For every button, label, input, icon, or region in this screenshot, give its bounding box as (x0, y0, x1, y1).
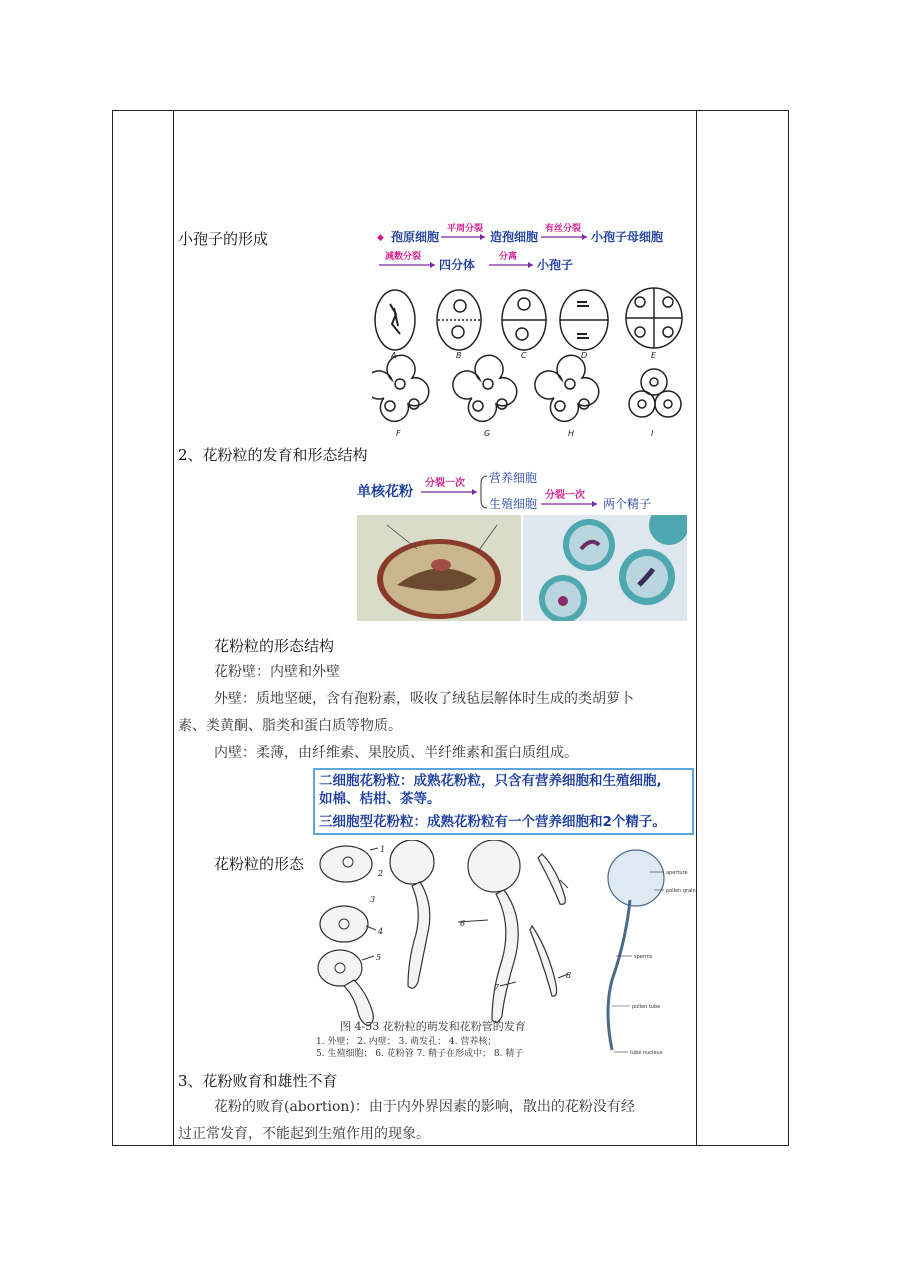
box-line: 如棉、桔柑、茶等。 (319, 791, 441, 807)
form-title: 花粉粒的形态 (214, 855, 305, 873)
figure-label: C (521, 351, 527, 360)
figure-number: 6 (460, 919, 466, 928)
figure-label: I (651, 429, 654, 438)
structure-title: 花粉粒的形态结构 (214, 637, 335, 655)
wall-text: 花粉壁：内壁和外壁 (214, 664, 340, 680)
flow-arrow-label: 分离 (499, 252, 518, 262)
figure-number: 1 (380, 845, 386, 854)
sterility-section-title: 3、花粉败育和雄性不育 (178, 1072, 338, 1090)
figure-label: G (484, 429, 491, 438)
diagram-label: pollen tube (632, 1004, 661, 1010)
diagram-label: sperms (634, 954, 653, 960)
pollen-section-title: 2、花粉粒的发育和形态结构 (178, 446, 368, 464)
pollen-micrographs (357, 515, 687, 621)
figure-caption-line: 1. 外壁； 2. 内壁； 3. 萌发孔； 4. 营养核； (316, 1037, 497, 1047)
flow-node: 生殖细胞 (489, 497, 538, 511)
exine-text-line1: 外壁：质地坚硬，含有孢粉素，吸收了绒毡层解体时生成的类胡萝卜 (214, 691, 634, 707)
flow-node: 两个精子 (603, 497, 652, 511)
flow-node: 孢原细胞 (391, 230, 440, 244)
intine-text: 内壁：柔薄，由纤维素、果胶质、半纤维素和蛋白质组成。 (214, 745, 578, 761)
figure-caption-line: 5. 生殖细胞； 6. 花粉管 7. 精子在形成中； 8. 精子 (316, 1049, 524, 1059)
sterility-text-line2: 过正常发育，不能起到生殖作用的现象。 (178, 1126, 430, 1142)
microspore-flow-diagram (375, 218, 675, 278)
box-line: 二细胞花粉粒：成熟花粉粒，只含有营养细胞和生殖细胞, (319, 773, 662, 789)
flow-arrow-label: 平周分裂 (447, 224, 484, 234)
flow-arrow-label: 有丝分裂 (545, 224, 582, 234)
box-line: 三细胞型花粉粒：成熟花粉粒有一个营养细胞和2个精子。 (319, 814, 666, 830)
column-divider (696, 111, 697, 1145)
figure-number: 8 (566, 971, 572, 980)
exine-text-line2: 素、类黄酮、脂类和蛋白质等物质。 (178, 718, 402, 734)
flow-node: 单核花粉 (357, 484, 413, 500)
sterility-text-line1: 花粉的败育(abortion)：由于内外界因素的影响，散出的花粉没有经 (214, 1099, 635, 1115)
figure-label: E (651, 351, 657, 360)
flow-arrow-label: 减数分裂 (385, 252, 422, 262)
figure-number: 7 (494, 983, 500, 992)
pollen-types-box (313, 768, 694, 835)
microspore-title: 小孢子的形成 (178, 230, 269, 248)
pollen-flow-diagram (355, 468, 685, 516)
figure-label: A (391, 351, 397, 360)
flow-node: 造孢细胞 (490, 230, 539, 244)
figure-label: B (456, 351, 462, 360)
figure-number: 4 (378, 927, 384, 936)
figure-number: 5 (376, 953, 382, 962)
figure-caption-title: 图 4-53 花粉粒的萌发和花粉管的发育 (340, 1020, 526, 1033)
diagram-label: tube nucleus (630, 1050, 663, 1056)
figure-label: D (581, 351, 588, 360)
figure-label: F (396, 429, 401, 438)
flow-node: 营养细胞 (489, 471, 538, 485)
flow-node: 四分体 (439, 258, 476, 272)
diagram-label: pollen grain (666, 888, 696, 894)
column-divider (173, 111, 174, 1145)
figure-number: 3 (370, 895, 376, 904)
flow-node: 小孢子母细胞 (591, 230, 664, 244)
figure-label: H (568, 429, 575, 438)
flow-arrow-label: 分裂一次 (545, 490, 585, 501)
figure-number: 2 (378, 869, 384, 878)
flow-node: 小孢子 (537, 258, 574, 272)
bullet-icon: ◆ (377, 233, 384, 243)
microspore-cell-drawings (372, 282, 692, 442)
flow-arrow-label: 分裂一次 (425, 478, 465, 489)
diagram-label: aperture (666, 870, 688, 876)
